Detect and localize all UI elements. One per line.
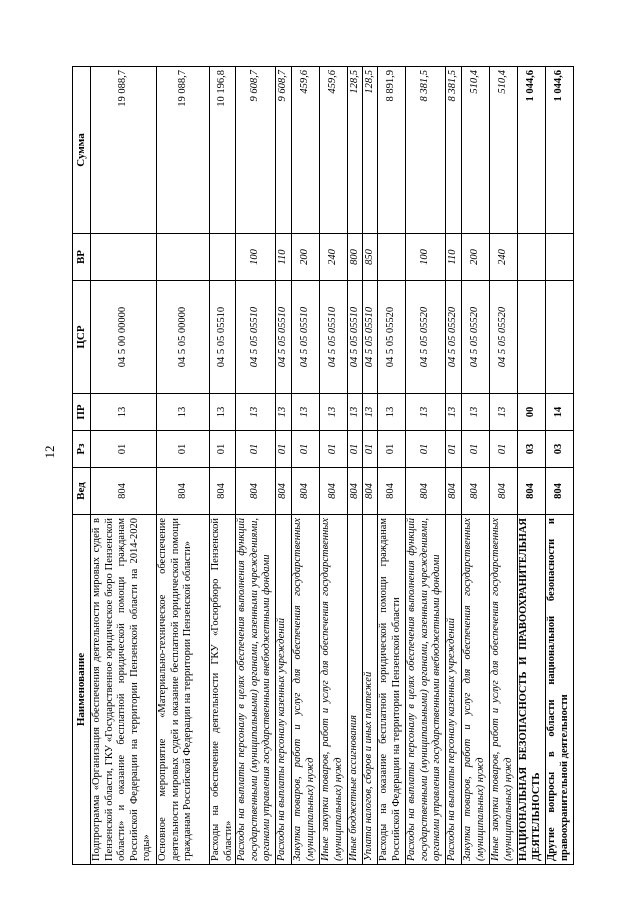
row-csr: 04 5 05 05520	[462, 281, 490, 394]
row-vr	[91, 234, 157, 281]
row-vr: 240	[490, 234, 518, 281]
row-ved: 804	[462, 468, 490, 515]
row-sum: 128,5	[363, 67, 378, 234]
row-rz: 01	[490, 431, 518, 468]
header-name: Наименование	[73, 515, 91, 865]
header-csr: ЦСР	[73, 281, 91, 394]
row-pr: 13	[446, 394, 462, 431]
row-csr: 04 5 05 05510	[292, 281, 320, 394]
row-sum: 8 891,9	[378, 67, 406, 234]
row-rz: 01	[348, 431, 363, 468]
row-ved: 804	[292, 468, 320, 515]
row-ved: 804	[236, 468, 276, 515]
row-vr: 200	[462, 234, 490, 281]
row-pr: 13	[276, 394, 292, 431]
row-csr: 04 5 05 05510	[276, 281, 292, 394]
row-vr	[210, 234, 236, 281]
table-wrapper	[72, 67, 570, 865]
row-pr: 13	[91, 394, 157, 431]
row-csr	[546, 281, 574, 394]
row-pr: 14	[546, 394, 574, 431]
row-csr	[518, 281, 546, 394]
row-sum: 8 381,5	[446, 67, 462, 234]
row-pr: 13	[348, 394, 363, 431]
header-rz: Рз	[73, 431, 91, 468]
row-csr: 04 5 05 05520	[406, 281, 446, 394]
table-row	[210, 67, 236, 865]
header-ved: Вед	[73, 468, 91, 515]
row-rz: 01	[378, 431, 406, 468]
row-csr: 04 5 05 05520	[490, 281, 518, 394]
row-name: Расходы на выплаты персоналу в целях обеспечения выполнения функций государственными (муниципальными) органами, казенными учреждениями, органами управления государственными внебюджетными фондами	[406, 515, 446, 865]
row-ved: 804	[320, 468, 348, 515]
row-csr: 04 5 05 05520	[378, 281, 406, 394]
row-vr: 110	[276, 234, 292, 281]
row-sum: 8 381,5	[406, 67, 446, 234]
row-vr	[518, 234, 546, 281]
row-csr: 04 5 05 05510	[210, 281, 236, 394]
row-ved: 804	[276, 468, 292, 515]
page-number: 12	[42, 445, 57, 459]
row-name: Расходы на выплаты персоналу в целях обеспечения выполнения функций государственными (муниципальными) органами, казенными учреждениями, органами управления государственными внебюджетными фондами	[236, 515, 276, 865]
row-name: Подпрограмма «Организация обеспечения деятельности мировых судей в Пензенской области, ГКУ «Государственное юридическое бюро Пензенской области» и оказание бесплатной юридической помощи гражданам Российской Федерации на территории Пензенской области на 2014-2020 годы»	[91, 515, 157, 865]
row-csr: 04 5 00 00000	[91, 281, 157, 394]
row-name: Иные закупки товаров, работ и услуг для обеспечения государственных (муниципальных) нужд	[490, 515, 518, 865]
budget-table	[72, 66, 574, 865]
row-sum: 1 044,6	[518, 67, 546, 234]
row-rz: 01	[320, 431, 348, 468]
row-ved: 804	[546, 468, 574, 515]
row-vr: 100	[236, 234, 276, 281]
row-ved: 804	[91, 468, 157, 515]
table-body	[91, 67, 574, 865]
row-vr	[157, 234, 210, 281]
table-row	[157, 67, 210, 865]
row-rz: 01	[157, 431, 210, 468]
row-rz: 03	[518, 431, 546, 468]
row-name: Расходы на выплаты персоналу казенных учреждений	[276, 515, 292, 865]
row-ved: 804	[446, 468, 462, 515]
row-name: Закупка товаров, работ и услуг для обеспечения государственных (муниципальных) нужд	[292, 515, 320, 865]
row-vr: 100	[406, 234, 446, 281]
table-row	[276, 67, 292, 865]
row-sum: 19 088,7	[157, 67, 210, 234]
row-rz: 01	[363, 431, 378, 468]
row-csr: 04 5 05 05510	[320, 281, 348, 394]
row-vr	[546, 234, 574, 281]
row-rz: 01	[236, 431, 276, 468]
table-row	[91, 67, 157, 865]
row-rz: 01	[276, 431, 292, 468]
row-csr: 04 5 05 00000	[157, 281, 210, 394]
row-name: НАЦИОНАЛЬНАЯ БЕЗОПАСНОСТЬ И ПРАВООХРАНИТЕЛЬНАЯ ДЕЯТЕЛЬНОСТЬ	[518, 515, 546, 865]
row-ved: 804	[406, 468, 446, 515]
row-csr: 04 5 05 05510	[348, 281, 363, 394]
row-pr: 00	[518, 394, 546, 431]
table-header-row	[73, 67, 91, 865]
row-sum: 10 196,8	[210, 67, 236, 234]
table-row	[462, 67, 490, 865]
row-sum: 510,4	[462, 67, 490, 234]
row-rz: 01	[91, 431, 157, 468]
row-name: Расходы на обеспечение деятельности ГКУ «Госюрбюро Пензенской области»	[210, 515, 236, 865]
row-rz: 01	[446, 431, 462, 468]
row-sum: 459,6	[292, 67, 320, 234]
row-name: Основное мероприятие «Материально-техническое обеспечение деятельности мировых судей и оказание бесплатной юридической помощи гражданам Российской Федерации на территории Пензенской области»	[157, 515, 210, 865]
table-row	[236, 67, 276, 865]
row-csr: 04 5 05 05510	[363, 281, 378, 394]
row-pr: 13	[236, 394, 276, 431]
row-vr	[378, 234, 406, 281]
row-ved: 804	[157, 468, 210, 515]
header-vr: ВР	[73, 234, 91, 281]
row-vr: 800	[348, 234, 363, 281]
row-sum: 459,6	[320, 67, 348, 234]
row-pr: 13	[462, 394, 490, 431]
row-pr: 13	[157, 394, 210, 431]
row-sum: 19 088,7	[91, 67, 157, 234]
row-csr: 04 5 05 05510	[236, 281, 276, 394]
table-row	[546, 67, 574, 865]
row-name: Иные закупки товаров, работ и услуг для обеспечения государственных (муниципальных) нужд	[320, 515, 348, 865]
row-rz: 01	[462, 431, 490, 468]
row-pr: 13	[378, 394, 406, 431]
row-sum: 1 044,6	[546, 67, 574, 234]
row-vr: 240	[320, 234, 348, 281]
table-row	[378, 67, 406, 865]
table-row	[363, 67, 378, 865]
row-pr: 13	[406, 394, 446, 431]
row-name: Иные бюджетные ассигнования	[348, 515, 363, 865]
row-sum: 510,4	[490, 67, 518, 234]
row-rz: 01	[406, 431, 446, 468]
table-row	[320, 67, 348, 865]
row-sum: 9 608,7	[276, 67, 292, 234]
row-ved: 804	[518, 468, 546, 515]
row-pr: 13	[210, 394, 236, 431]
row-name: Другие вопросы в области национальной безопасности и правоохранительной деятельности	[546, 515, 574, 865]
header-pr: ПР	[73, 394, 91, 431]
row-ved: 804	[210, 468, 236, 515]
row-vr: 850	[363, 234, 378, 281]
table-row	[348, 67, 363, 865]
row-sum: 9 608,7	[236, 67, 276, 234]
header-sum: Сумма	[73, 67, 91, 234]
row-pr: 13	[363, 394, 378, 431]
row-sum: 128,5	[348, 67, 363, 234]
table-row	[446, 67, 462, 865]
row-name: Расходы на оказание бесплатной юридической помощи гражданам Российской Федерации на территории Пензенской области	[378, 515, 406, 865]
row-name: Уплата налогов, сборов и иных платежей	[363, 515, 378, 865]
row-name: Расходы на выплаты персоналу казенных учреждений	[446, 515, 462, 865]
row-rz: 01	[292, 431, 320, 468]
table-row	[518, 67, 546, 865]
row-ved: 804	[490, 468, 518, 515]
row-rz: 01	[210, 431, 236, 468]
row-vr: 110	[446, 234, 462, 281]
row-pr: 13	[490, 394, 518, 431]
row-ved: 804	[378, 468, 406, 515]
row-csr: 04 5 05 05520	[446, 281, 462, 394]
table-row	[490, 67, 518, 865]
row-pr: 13	[320, 394, 348, 431]
row-ved: 804	[363, 468, 378, 515]
row-ved: 804	[348, 468, 363, 515]
row-rz: 03	[546, 431, 574, 468]
row-vr: 200	[292, 234, 320, 281]
row-pr: 13	[292, 394, 320, 431]
row-name: Закупка товаров, работ и услуг для обеспечения государственных (муниципальных) нужд	[462, 515, 490, 865]
table-row	[406, 67, 446, 865]
table-row	[292, 67, 320, 865]
